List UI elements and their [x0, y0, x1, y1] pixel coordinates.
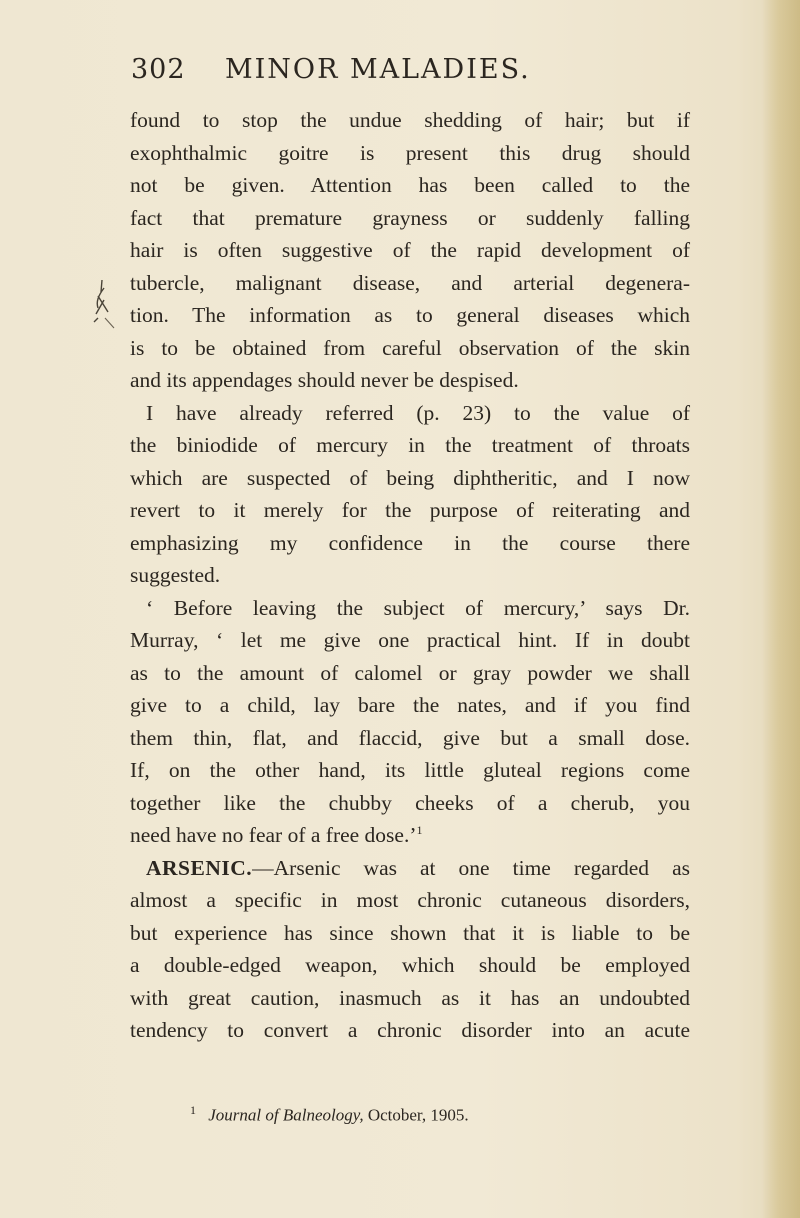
text-line — [130, 852, 690, 885]
quote-end-text: need have no fear of a free dose.’ — [130, 823, 417, 847]
text-line: Murray, ‘ let me give one practical hint. If in doubt — [130, 628, 690, 652]
text-line: which are suspected of being diphtheritic, and I now — [130, 465, 690, 490]
text-line: tendency to convert a chronic disorder into an acute — [130, 1018, 690, 1042]
text-line: tion. The information as to general diseases which — [130, 303, 690, 327]
page-edge-shadow — [762, 0, 800, 1218]
page-header — [131, 54, 545, 90]
footnote-mark: 1 — [190, 1103, 196, 1117]
section-heading-arsenic: ARSENIC. — [146, 855, 253, 880]
text-line — [130, 819, 690, 852]
text-line: the biniodide of mercury in the treatment of throats — [130, 433, 690, 457]
page-number: 302 — [131, 54, 186, 85]
text-line: give to a child, lay bare the nates, and if you find — [130, 693, 690, 717]
text-line: revert to it merely for the purpose of reiterating and — [130, 498, 690, 522]
text-line: them thin, flat, and flaccid, give but a small dose. — [130, 725, 690, 750]
margin-annotation-mark-icon — [84, 278, 118, 336]
text-line: tubercle, malignant disease, and arterial degenera- — [130, 270, 690, 295]
text-line: found to stop the undue shedding of hair; but if — [130, 108, 690, 132]
text-line: suggested. — [130, 563, 221, 587]
text-line: exophthalmic goitre is present this drug should — [130, 140, 690, 165]
text-line: as to the amount of calomel or gray powder we shall — [130, 660, 690, 685]
text-line: almost a specific in most chronic cutaneous disorders, — [130, 888, 690, 912]
text-line: hair is often suggestive of the rapid development of — [130, 238, 690, 262]
text-line: but experience has since shown that it is liable to be — [130, 920, 690, 945]
footnote — [190, 1103, 469, 1126]
text-line: a double-edged weapon, which should be employed — [130, 953, 690, 977]
running-head: MINOR MALADIES. — [225, 54, 531, 85]
footnote-reference: 1 — [416, 822, 423, 837]
footnote-date: October, 1905. — [367, 1105, 469, 1125]
text-line: fact that premature grayness or suddenly falling — [130, 205, 690, 230]
arsenic-intro-text: —Arsenic was at one time regarded as — [252, 855, 690, 880]
text-line: emphasizing my confidence in the course there — [130, 530, 690, 555]
text-line: and its appendages should never be despised. — [130, 368, 519, 392]
text-line: not be given. Attention has been called to the — [130, 173, 690, 197]
body-text — [130, 104, 690, 1047]
text-line: If, on the other hand, its little gluteal regions come — [130, 758, 690, 782]
text-line: with great caution, inasmuch as it has an undoubted — [130, 985, 690, 1010]
text-line: together like the chubby cheeks of a cherub, you — [130, 790, 690, 815]
text-line: I have already referred (p. 23) to the value of — [146, 400, 690, 425]
footnote-journal: Journal of Balneology, — [208, 1105, 364, 1125]
text-line: is to be obtained from careful observation of the skin — [130, 335, 690, 360]
text-line: ‘ Before leaving the subject of mercury,’ says Dr. — [146, 595, 690, 620]
